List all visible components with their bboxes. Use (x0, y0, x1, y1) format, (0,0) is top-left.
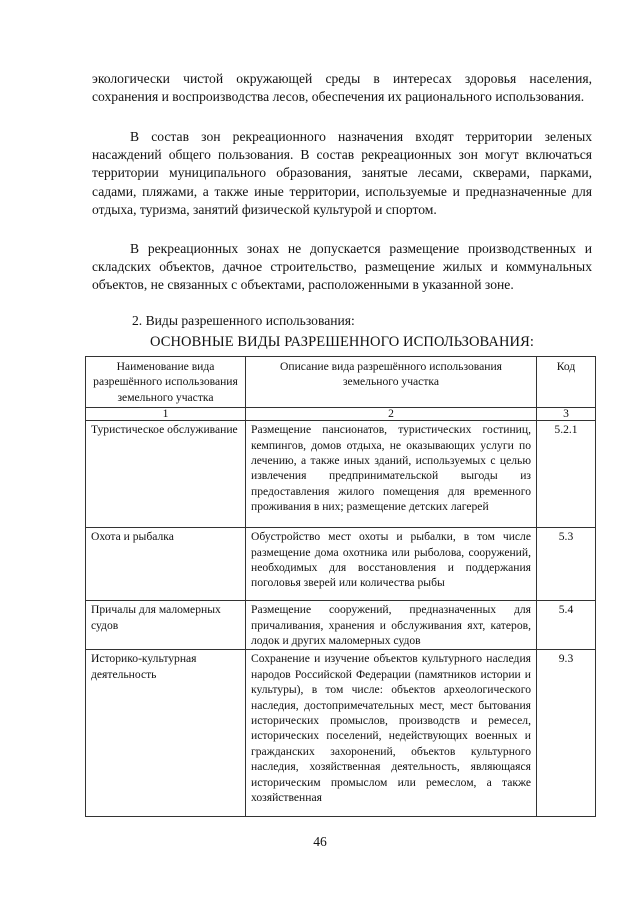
page-number: 46 (313, 834, 327, 849)
table-row (86, 528, 596, 601)
paragraph-ecology: экологически чистой окружающей среды в интересах здоровья населения, сохранения и воспроизводства лесов, обеспечения их рационального использования. (92, 71, 592, 105)
table-column-numbers-row (86, 408, 596, 421)
use-code: 9.3 (537, 650, 596, 817)
use-code: 5.2.1 (537, 421, 596, 528)
use-name: Причалы для маломерных судов (86, 601, 246, 650)
column-number: 1 (86, 408, 246, 421)
use-code: 5.4 (537, 601, 596, 650)
column-number: 3 (537, 408, 596, 421)
header-description: Описание вида разрешённого использования земельного участка (246, 357, 537, 408)
column-number: 2 (246, 408, 537, 421)
table-title: ОСНОВНЫЕ ВИДЫ РАЗРЕШЕННОГО ИСПОЛЬЗОВАНИЯ: (149, 334, 535, 350)
use-description: Обустройство мест охоты и рыбалки, в том числе размещение дома охотника или рыболова, сооружений, необходимых для восстановления и поддержания поголовья зверей или количества рыбы (246, 528, 537, 601)
header-name: Наименование вида разрешённого использования земельного участка (86, 357, 246, 408)
use-description: Размещение сооружений, предназначенных для причаливания, хранения и обслуживания яхт, катеров, лодок и других маломерных судов (246, 601, 537, 650)
use-code: 5.3 (537, 528, 596, 601)
use-name: Охота и рыбалка (86, 528, 246, 601)
use-description: Сохранение и изучение объектов культурного наследия народов Российской Федерации (памятников истории и культуры), в том числе: объектов археологического наследия, достопримечательных мест, мест бытования исторических промыслов, производств и ремесел, исторических поселений, недействующих военных и гражданских захоронений, объектов культурного наследия, хозяйственная деятельность, являющаяся историческим промыслом или ремеслом, а также хозяйственная (246, 650, 537, 817)
use-description: Размещение пансионатов, туристических гостиниц, кемпингов, домов отдыха, не оказывающих услуги по лечению, а также иных зданий, используемых с целью извлечения предпринимательской выгоды из предоставления жилого помещения для временного проживания в них; размещение детских лагерей (246, 421, 537, 528)
use-name: Историко-культурная деятельность (86, 650, 246, 817)
table-row (86, 601, 596, 650)
permitted-uses-table (85, 356, 596, 817)
paragraph-restrictions: В рекреационных зонах не допускается размещение производственных и складских объектов, дачное строительство, размещение жилых и коммунальных объектов, не связанных с объектами, расположенными в указанной зоне. (92, 241, 592, 293)
use-name: Туристическое обслуживание (86, 421, 246, 528)
header-code: Код (537, 357, 596, 408)
table-row (86, 650, 596, 817)
paragraph-recreation-zones: В состав зон рекреационного назначения входят территории зеленых насаждений общего пользования. В состав рекреационных зон могут включаться территории муниципального образования, занятые лесами, скверами, парками, садами, пляжами, а также иные территории, используемые и предназначенные для отдыха, туризма, занятий физической культурой и спортом. (92, 129, 592, 217)
table-row (86, 421, 596, 528)
paragraph-permitted-uses-heading: 2. Виды разрешенного использования: (132, 313, 355, 328)
table-header-row (86, 357, 596, 408)
